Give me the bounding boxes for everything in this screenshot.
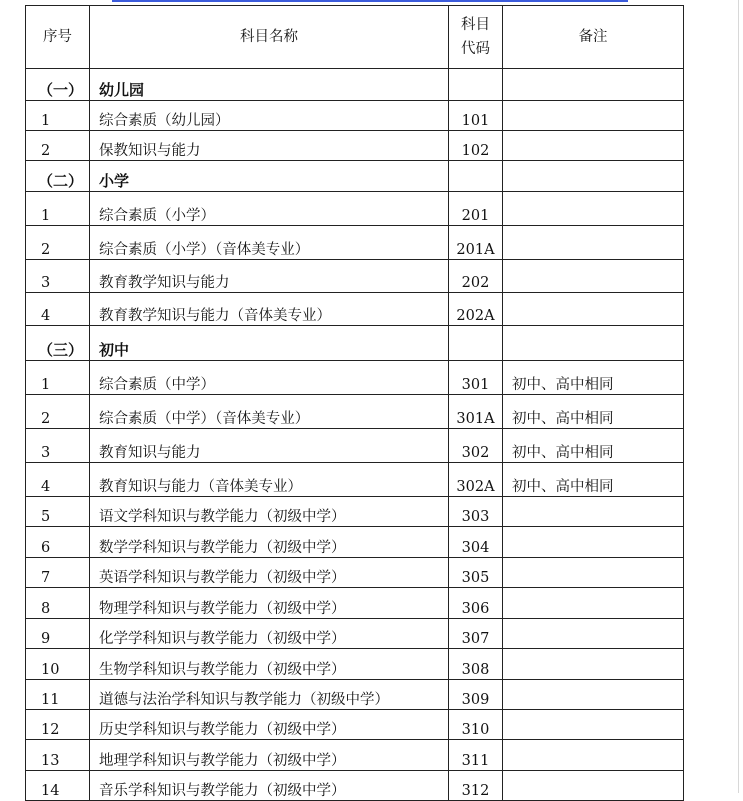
subject-name: 地理学科知识与教学能力（初级中学） [90,740,449,771]
subject-note [503,293,684,326]
subject-name: 数学学科知识与教学能力（初级中学） [90,527,449,558]
subject-name: 历史学科知识与教学能力（初级中学） [90,710,449,740]
subject-note [503,161,684,192]
subject-name: 语文学科知识与教学能力（初级中学） [90,497,449,527]
table-row [26,361,684,395]
subject-note [503,527,684,558]
table-row [26,740,684,771]
section-row [26,69,684,101]
subject-note [503,619,684,649]
subject-note: 初中、高中相同 [503,429,684,463]
header-code-line1: 科目 [461,17,490,33]
subject-note [503,326,684,361]
subject-note [503,260,684,293]
table-row [26,101,684,131]
subject-note [503,558,684,588]
subject-code: 305 [449,558,503,588]
subject-name: 教育教学知识与能力 [90,260,449,293]
row-number: 4 [26,463,90,497]
subject-name: 道德与法治学科知识与教学能力（初级中学） [90,680,449,710]
subject-code: 307 [449,619,503,649]
table-header-row [26,6,684,69]
row-number: 12 [26,710,90,740]
subject-name: 化学学科知识与教学能力（初级中学） [90,619,449,649]
header-name: 科目名称 [90,6,449,69]
row-number: 1 [26,192,90,226]
subject-note [503,649,684,680]
row-number: 6 [26,527,90,558]
table-row [26,131,684,161]
row-number: 13 [26,740,90,771]
subject-note [503,69,684,101]
row-number: 5 [26,497,90,527]
subject-code: 302A [449,463,503,497]
table-row [26,463,684,497]
section-row [26,161,684,192]
table-row [26,771,684,801]
row-number: （三） [26,326,90,361]
subject-code: 308 [449,649,503,680]
subject-note [503,226,684,260]
subject-code: 301A [449,395,503,429]
subject-note [503,497,684,527]
subject-note [503,680,684,710]
table-row [26,226,684,260]
row-number: （二） [26,161,90,192]
subject-code [449,69,503,101]
subject-code: 202 [449,260,503,293]
top-link-underline [112,0,628,2]
table-row [26,260,684,293]
row-number: 11 [26,680,90,710]
subject-code: 202A [449,293,503,326]
subject-note [503,740,684,771]
row-number: 10 [26,649,90,680]
table-row [26,527,684,558]
subject-code: 309 [449,680,503,710]
table-row [26,497,684,527]
subject-code: 102 [449,131,503,161]
subject-note [503,771,684,801]
table-row [26,680,684,710]
subject-code: 301 [449,361,503,395]
subject-name: 综合素质（中学）（音体美专业） [90,395,449,429]
section-row [26,326,684,361]
subject-name: 小学 [90,161,449,192]
subject-code: 304 [449,527,503,558]
subject-name: 保教知识与能力 [90,131,449,161]
table-row [26,429,684,463]
subject-name: 综合素质（小学）（音体美专业） [90,226,449,260]
row-number: 14 [26,771,90,801]
subject-name: 英语学科知识与教学能力（初级中学） [90,558,449,588]
row-number: 1 [26,361,90,395]
table-row [26,395,684,429]
row-number: 2 [26,226,90,260]
header-code-line2: 代码 [461,41,490,57]
row-number: 2 [26,395,90,429]
page-edge [738,0,739,793]
subject-name: 教育知识与能力（音体美专业） [90,463,449,497]
subject-name: 物理学科知识与教学能力（初级中学） [90,588,449,619]
subject-note [503,192,684,226]
table-row [26,558,684,588]
subject-code [449,161,503,192]
row-number: 7 [26,558,90,588]
subject-name: 综合素质（小学） [90,192,449,226]
subject-note [503,131,684,161]
row-number: 1 [26,101,90,131]
row-number: （一） [26,69,90,101]
subject-name: 教育知识与能力 [90,429,449,463]
subject-code: 302 [449,429,503,463]
subject-note [503,588,684,619]
subject-note: 初中、高中相同 [503,395,684,429]
table-row [26,293,684,326]
subject-code: 311 [449,740,503,771]
header-code [449,6,503,69]
table-row [26,588,684,619]
row-number: 4 [26,293,90,326]
subject-code: 306 [449,588,503,619]
row-number: 2 [26,131,90,161]
row-number: 3 [26,260,90,293]
subject-name: 综合素质（幼儿园） [90,101,449,131]
row-number: 8 [26,588,90,619]
row-number: 9 [26,619,90,649]
subject-name: 初中 [90,326,449,361]
table-row [26,619,684,649]
row-number: 3 [26,429,90,463]
subject-name: 音乐学科知识与教学能力（初级中学） [90,771,449,801]
subject-note [503,101,684,131]
subject-table [25,5,684,801]
subject-code: 310 [449,710,503,740]
subject-code: 101 [449,101,503,131]
header-note: 备注 [503,6,684,69]
subject-note: 初中、高中相同 [503,361,684,395]
subject-name: 教育教学知识与能力（音体美专业） [90,293,449,326]
subject-name: 生物学科知识与教学能力（初级中学） [90,649,449,680]
subject-name: 幼儿园 [90,69,449,101]
subject-code: 201 [449,192,503,226]
subject-code: 201A [449,226,503,260]
header-seq: 序号 [26,6,90,69]
subject-note: 初中、高中相同 [503,463,684,497]
subject-code: 303 [449,497,503,527]
subject-code: 312 [449,771,503,801]
subject-note [503,710,684,740]
table-row [26,710,684,740]
subject-name: 综合素质（中学） [90,361,449,395]
table-row [26,192,684,226]
subject-code [449,326,503,361]
table-row [26,649,684,680]
